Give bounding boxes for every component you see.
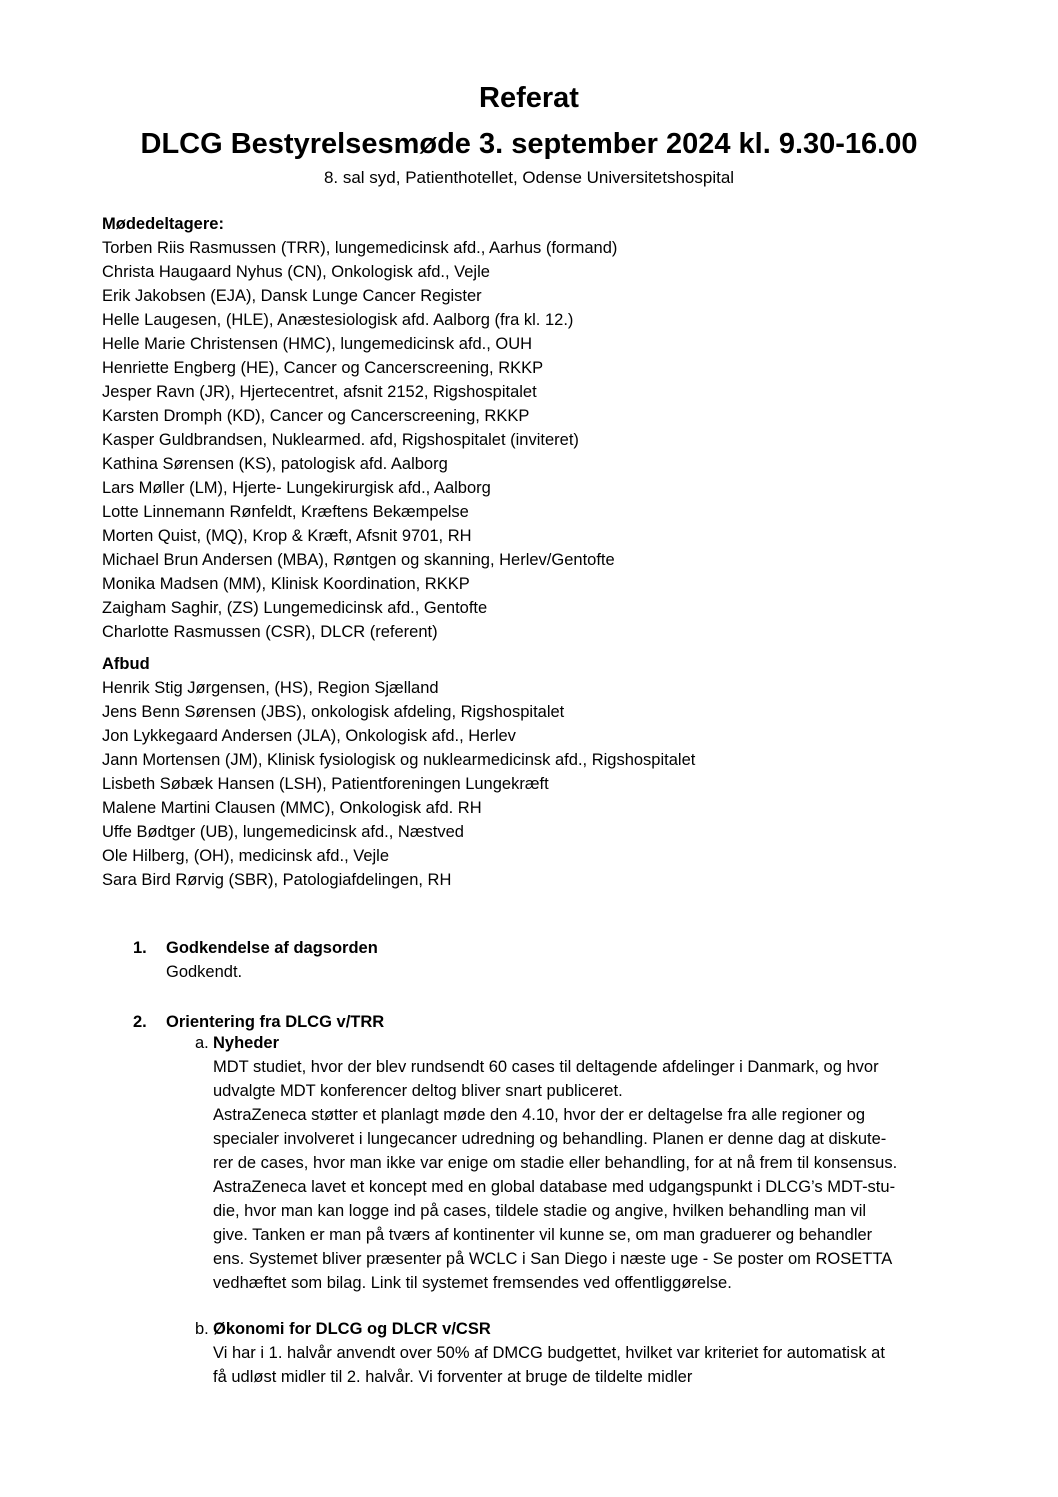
agenda-item-2-number: 2. xyxy=(133,1013,147,1031)
attendee: Kasper Guldbrandsen, Nuklearmed. afd, Rigshospitalet (inviteret) xyxy=(102,431,579,449)
agenda-item-1-text: Godkendt. xyxy=(166,963,243,981)
body-line: vedhæftet som bilag. Link til systemet fremsendes ved offentliggørelse. xyxy=(213,1274,732,1292)
attendee: Erik Jakobsen (EJA), Dansk Lunge Cancer Register xyxy=(102,287,482,305)
sub-item-a-body xyxy=(213,1055,973,1295)
sub-item-a-title: Nyheder xyxy=(213,1034,280,1052)
body-line: AstraZeneca støtter et planlagt møde den 4.10, hvor der er deltagelse fra alle regioner og xyxy=(213,1106,866,1124)
meeting-subtitle: DLCG Bestyrelsesmøde 3. september 2024 kl. 9.30-16.00 xyxy=(140,128,918,160)
meeting-location: 8. sal syd, Patienthotellet, Odense Universitetshospital xyxy=(323,168,735,187)
absentee: Jann Mortensen (JM), Klinisk fysiologisk og nuklearmedicinsk afd., Rigshospitalet xyxy=(102,751,696,769)
absentee: Jon Lykkegaard Andersen (JLA), Onkologisk afd., Herlev xyxy=(102,727,516,745)
body-line: AstraZeneca lavet et koncept med en global database med udgangspunkt i DLCG’s MDT-stu- xyxy=(213,1178,896,1196)
body-line: MDT studiet, hvor der blev rundsendt 60 cases til deltagende afdelinger i Danmark, og hvor xyxy=(213,1058,879,1076)
attendee: Helle Laugesen, (HLE), Anæstesiologisk afd. Aalborg (fra kl. 12.) xyxy=(102,311,574,329)
sub-item-b-body xyxy=(213,1341,973,1389)
body-line: ens. Systemet bliver præsenter på WCLC i San Diego i næste uge - Se poster om ROSETTA xyxy=(213,1250,893,1268)
attendee: Henriette Engberg (HE), Cancer og Cancerscreening, RKKP xyxy=(102,359,544,377)
attendee: Charlotte Rasmussen (CSR), DLCR (referent) xyxy=(102,623,438,641)
attendee: Kathina Sørensen (KS), patologisk afd. Aalborg xyxy=(102,455,448,473)
absent-section xyxy=(102,652,982,892)
body-line: die, hvor man kan logge ind på cases, tildele stadie og angive, hvilken behandling man vil xyxy=(213,1202,867,1220)
attendees-heading: Mødedeltagere: xyxy=(102,215,224,233)
body-line: Vi har i 1. halvår anvendt over 50% af DMCG budgettet, hvilket var kriteriet for automatisk at xyxy=(213,1344,885,1362)
absentee: Malene Martini Clausen (MMC), Onkologisk afd. RH xyxy=(102,799,482,817)
absentee: Henrik Stig Jørgensen, (HS), Region Sjælland xyxy=(102,679,439,697)
attendee: Lars Møller (LM), Hjerte- Lungekirurgisk afd., Aalborg xyxy=(102,479,491,497)
attendee: Monika Madsen (MM), Klinisk Koordination, RKKP xyxy=(102,575,470,593)
absentee: Ole Hilberg, (OH), medicinsk afd., Vejle xyxy=(102,847,390,865)
attendee: Torben Riis Rasmussen (TRR), lungemedicinsk afd., Aarhus (formand) xyxy=(102,239,618,257)
attendees-section xyxy=(102,212,982,644)
body-line: give. Tanken er man på tværs af kontinenter vil kunne se, om man graduerer og behandler xyxy=(213,1226,873,1244)
attendee: Morten Quist, (MQ), Krop & Kræft, Afsnit 9701, RH xyxy=(102,527,472,545)
attendee: Jesper Ravn (JR), Hjertecentret, afsnit 2152, Rigshospitalet xyxy=(102,383,537,401)
body-line: rer de cases, hvor man ikke var enige om stadie eller behandling, for at nå frem til konsensus. xyxy=(213,1154,898,1172)
document-title: Referat xyxy=(479,82,579,114)
attendee: Helle Marie Christensen (HMC), lungemedicinsk afd., OUH xyxy=(102,335,533,353)
sub-item-b-title: Økonomi for DLCG og DLCR v/CSR xyxy=(213,1320,491,1338)
absent-heading: Afbud xyxy=(102,655,150,673)
attendee: Christa Haugaard Nyhus (CN), Onkologisk afd., Vejle xyxy=(102,263,490,281)
attendee: Michael Brun Andersen (MBA), Røntgen og skanning, Herlev/Gentofte xyxy=(102,551,615,569)
absentee: Uffe Bødtger (UB), lungemedicinsk afd., Næstved xyxy=(102,823,464,841)
attendee: Lotte Linnemann Rønfeldt, Kræftens Bekæmpelse xyxy=(102,503,469,521)
absentee: Sara Bird Rørvig (SBR), Patologiafdelingen, RH xyxy=(102,871,452,889)
body-line: udvalgte MDT konferencer deltog bliver snart publiceret. xyxy=(213,1082,623,1100)
agenda-item-1-title: Godkendelse af dagsorden xyxy=(166,939,378,957)
sub-item-b-label: b. xyxy=(195,1320,209,1338)
body-line: få udløst midler til 2. halvår. Vi forventer at bruge de tildelte midler xyxy=(213,1368,693,1386)
agenda-item-2-title: Orientering fra DLCG v/TRR xyxy=(166,1013,385,1031)
attendee: Zaigham Saghir, (ZS) Lungemedicinsk afd., Gentofte xyxy=(102,599,488,617)
agenda-item-1-number: 1. xyxy=(133,939,147,957)
body-line: specialer involveret i lungecancer udredning og behandling. Planen er denne dag at diskute- xyxy=(213,1130,887,1148)
sub-item-a-label: a. xyxy=(195,1034,209,1052)
absentee: Lisbeth Søbæk Hansen (LSH), Patientforeningen Lungekræft xyxy=(102,775,549,793)
absentee: Jens Benn Sørensen (JBS), onkologisk afdeling, Rigshospitalet xyxy=(102,703,565,721)
attendee: Karsten Dromph (KD), Cancer og Cancerscreening, RKKP xyxy=(102,407,530,425)
